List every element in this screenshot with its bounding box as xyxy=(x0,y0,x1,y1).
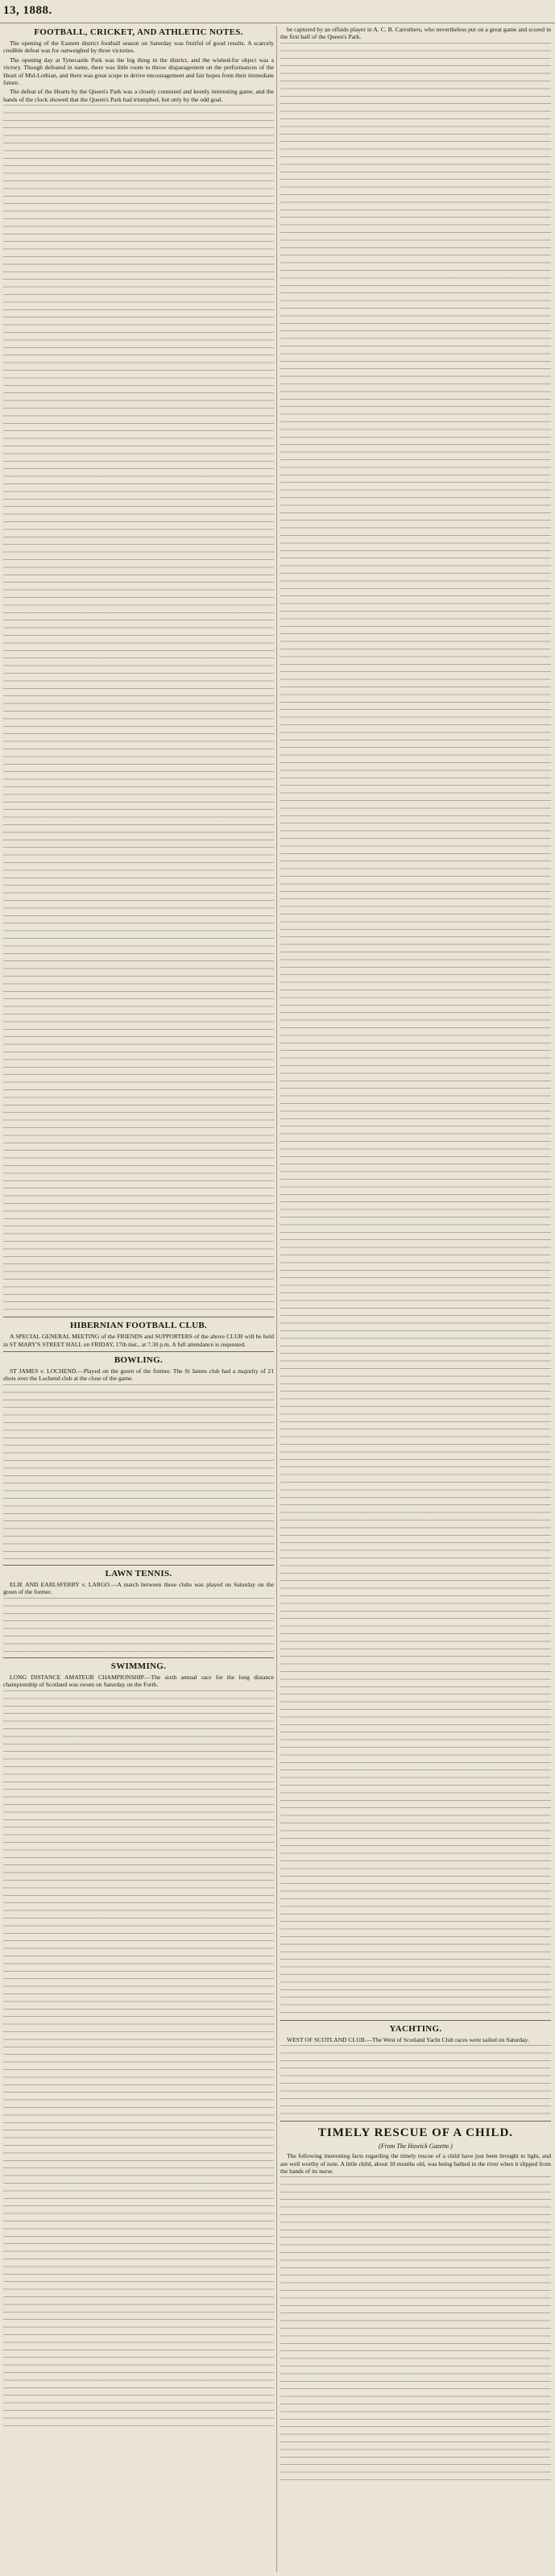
section-rule xyxy=(3,1351,274,1352)
swimming-body-text xyxy=(3,1690,274,2432)
masthead-date: 13, 1888. xyxy=(3,4,52,17)
column-separator xyxy=(276,26,277,2572)
right-body-text xyxy=(280,43,551,2017)
section-rule xyxy=(3,1565,274,1566)
yachting-body-text xyxy=(280,2045,551,2118)
section-rule xyxy=(280,2020,551,2021)
child-rescue-text: The following interesting facts regarding the timely rescue of a child have just been brought to light, and are well worthy of note. A little child, about 18 months old, was being bathed in the river when it slipped from the hands of its nurse. xyxy=(280,2152,551,2176)
section-rule xyxy=(3,1657,274,1658)
section-rule xyxy=(280,2121,551,2122)
section-title-football: FOOTBALL, CRICKET, AND ATHLETIC NOTES. xyxy=(34,27,243,37)
swimming-text: LONG DISTANCE AMATEUR CHAMPIONSHIP.—The sixth annual race for the long distance championship of Scotland was swum on Saturday on the Forth. xyxy=(3,1673,274,1689)
continued-text: be captured by an offside player in A. C. B. Carruthers, who nevertheless put on a great game and scored in the first half of the Queen's Park. xyxy=(280,26,551,41)
lawn-tennis-body-text xyxy=(3,1598,274,1654)
section-title-child-rescue: TIMELY RESCUE OF A CHILD. xyxy=(317,2126,514,2140)
bowling-text: ST JAMES v. LOCHEND.—Played on the green of the former. The St James club had a majority of 21 shots over the Lochend club at the close of the game. xyxy=(3,1367,274,1383)
article-body-text xyxy=(3,105,274,1313)
section-title-hibernian: HIBERNIAN FOOTBALL CLUB. xyxy=(69,1321,208,1331)
page-masthead xyxy=(0,2,555,23)
right-column xyxy=(280,26,551,2483)
notice-text: A SPECIAL GENERAL MEETING of the FRIENDS and SUPPORTERS of the above CLUB will be held in ST MARY'S STREET HALL on FRIDAY, 17th inst., at 7.30 p.m. A full attendance is requested. xyxy=(3,1333,274,1348)
section-source: (From The Hawick Gazette.) xyxy=(379,2143,453,2151)
bowling-body-text xyxy=(3,1384,274,1562)
section-title-swimming: SWIMMING. xyxy=(110,1661,167,1671)
section-title-lawn-tennis: LAWN TENNIS. xyxy=(105,1568,172,1578)
lawn-tennis-text: ELIE AND EARLSFERRY v. LARGO.—A match between these clubs was played on Saturday on the green of the former. xyxy=(3,1580,274,1596)
article-paragraph: The defeat of the Hearts by the Queen's Park was a closely contested and keenly interesting game, and the hands of the clock showed that the Queen's Park had triumphed, but only by the odd goal. xyxy=(3,88,274,103)
section-title-bowling: BOWLING. xyxy=(114,1355,164,1366)
article-paragraph: The opening day at Tynecastle Park was the big thing in the district, and the wished-for object was a victory. Though defeated in name, there was little room to throw disparagement on the performances of the Heart of Mid-Lothian, and there was great scope to derive encouragement and fair hopes from their immediate future. xyxy=(3,56,274,87)
article-paragraph: The opening of the Eastern district football season on Saturday was fruitful of good results. A scarcely credible defeat was for outweighed by three victories. xyxy=(3,39,274,55)
yachting-text: WEST OF SCOTLAND CLUB.—The West of Scotland Yacht Club races were sailed on Saturday. xyxy=(287,2035,529,2043)
child-rescue-body-text xyxy=(280,2176,551,2483)
section-title-yachting: YACHTING. xyxy=(389,2023,442,2034)
left-column xyxy=(3,26,274,2432)
